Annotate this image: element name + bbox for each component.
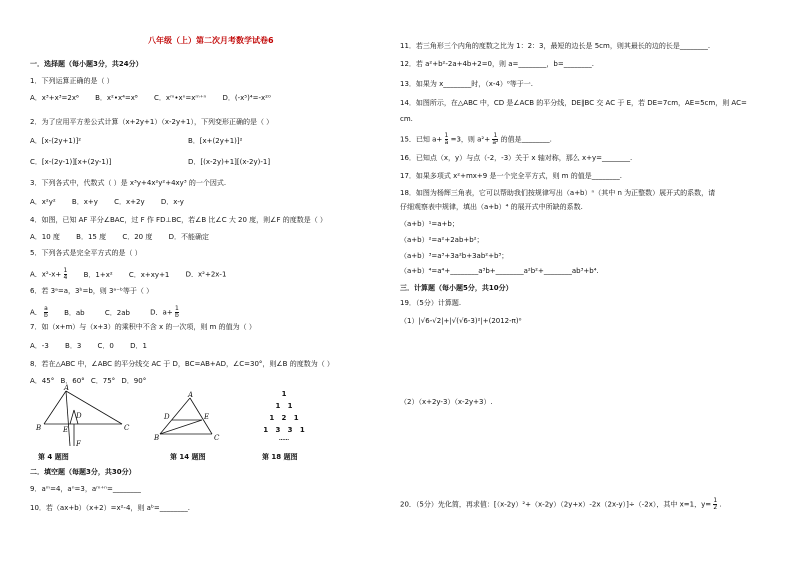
question-14: 14．如图所示，在△ABC 中，CD 是∠ACB 的平分线，DE∥BC 交 AC 于 E，若 DE=7cm，AE=5cm，则 AC= bbox=[400, 99, 747, 107]
question-19-part-2: （2）（x+2y-3）（x-2y+3）. bbox=[400, 398, 493, 406]
fraction: $\frac{1}{\text{a²}}$ bbox=[492, 132, 499, 146]
option-a: A． bbox=[30, 308, 42, 317]
page-title: 八年级（上）第二次月考数学试卷6 bbox=[148, 36, 274, 45]
question-4: 4．如图，已知 AF 平分∠BAC，过 F 作 FD⊥BC，若∠B 比∠C 大 20 度，则∠F 的度数是（ ） bbox=[30, 216, 327, 224]
question-13: 13．如果为 x________时，（x-4）⁰等于一. bbox=[400, 80, 533, 88]
question-1: 1．下列运算正确的是（ ） bbox=[30, 77, 114, 85]
option-c: C．75° bbox=[90, 377, 116, 385]
option-b: B．3 bbox=[65, 342, 82, 350]
question-12: 12．若 a²+b²-2a+4b+2=0，则 a=________，b=________. bbox=[400, 60, 594, 68]
question-20: 20．（5分）先化简，再求值：[（x-2y）²+（x-2y）（2y+x）-2x（2x-y）]÷（-2x），其中 x=1，y= $\frac{1}{2}$ . bbox=[400, 497, 722, 511]
q2-option-d: D．[(x-2y)+1][(x-2y)-1] bbox=[188, 158, 271, 166]
triangle-row: 1 1 bbox=[275, 402, 293, 410]
label-f: F bbox=[76, 440, 81, 448]
question-18-cont: 仔细观察表中规律，填出（a+b）⁴ 的展开式中所缺的系数. bbox=[400, 203, 583, 211]
question-14-cont: cm. bbox=[400, 115, 413, 123]
option-c: C．x+2y bbox=[114, 198, 145, 206]
figure-4-caption: 第 4 题图 bbox=[38, 453, 69, 461]
figure-18-diagram bbox=[256, 388, 312, 442]
option-d: D．90° bbox=[121, 377, 147, 385]
option-b: B．15 度 bbox=[76, 233, 107, 241]
triangle-row: …… bbox=[279, 436, 289, 442]
option-b: B．ab bbox=[64, 308, 85, 317]
fraction: $\frac{1}{b}$ bbox=[174, 305, 179, 319]
figure-14-caption: 第 14 题图 bbox=[170, 453, 206, 461]
question-3-options bbox=[30, 198, 198, 207]
option-c: C．x+xy+1 bbox=[128, 270, 170, 279]
question-18: 18．如图为杨辉三角表，它可以帮助我们按规律写出（a+b）ⁿ（其中 n 为正整数）展开式的系数，请 bbox=[400, 189, 716, 197]
expansion-2: （a+b）²=a²+2ab+b²； bbox=[400, 236, 484, 244]
figure-4-diagram bbox=[36, 384, 154, 448]
label-c: C bbox=[214, 434, 220, 442]
expansion-1: （a+b）¹=a+b； bbox=[400, 220, 459, 228]
option-d: D．(-x⁵)⁴=-x²⁰ bbox=[222, 94, 271, 102]
question-8-options bbox=[30, 377, 160, 386]
question-16: 16．已知点（x，y）与点（-2，-3）关于 x 轴对称，那么 x+y=________. bbox=[400, 154, 633, 162]
triangle-row: 1 3 3 1 bbox=[263, 426, 305, 434]
label-b: B bbox=[36, 424, 42, 432]
question-8: 8．若在△ABC 中，∠ABC 的平分线交 AC 于 D，BC=AB+AD，∠C=30°，则∠B 的度数为（ ） bbox=[30, 360, 334, 368]
question-19-part-1: （1）|√6-√2|+|√(√6-3)²|+(2012-π)⁰ bbox=[400, 317, 522, 325]
option-b: B．1+x² bbox=[83, 270, 113, 279]
expansion-3: （a+b）³=a³+3a²b+3ab²+b³； bbox=[400, 252, 509, 260]
question-2: 2．为了应用平方差公式计算（x+2y+1）（x-2y+1），下列变形正确的是（ ） bbox=[30, 118, 274, 126]
question-9: 9．aᵐ=4，aⁿ=3，aᵐ⁺ⁿ=________ bbox=[30, 485, 141, 493]
section-calc-heading: 三．计算题（每小题5分，共10分） bbox=[400, 284, 513, 292]
option-d: D．x²+2x-1 bbox=[185, 270, 227, 279]
option-d: D．不能确定 bbox=[168, 233, 209, 241]
option-b: B．60° bbox=[60, 377, 85, 385]
label-b: B bbox=[154, 434, 160, 442]
label-d: D bbox=[76, 412, 82, 420]
option-b: B．x²•x⁴=x⁸ bbox=[95, 94, 138, 102]
option-c: C．2ab bbox=[104, 308, 130, 317]
fraction: $\frac{1}{4}$ bbox=[63, 267, 68, 281]
option-a: A．10 度 bbox=[30, 233, 60, 241]
section-fill-heading: 二．填空题（每题3分，共30分） bbox=[30, 468, 136, 476]
option-a: A．x²-x+ bbox=[30, 270, 62, 279]
option-a: A．-3 bbox=[30, 342, 49, 350]
question-15: 15．已知 a+ $\frac{1}{a}$ =3，则 a²+ $\frac{1}{\text{a²}}$ 的值是________. bbox=[400, 132, 552, 146]
option-d: D．a+ bbox=[150, 308, 173, 317]
question-5: 5．下列各式是完全平方式的是（ ） bbox=[30, 249, 142, 257]
label-e: E bbox=[204, 413, 210, 421]
label-e: E bbox=[63, 426, 69, 434]
figure-14-diagram bbox=[154, 391, 224, 442]
option-a: A．x³+x³=2x⁶ bbox=[30, 94, 79, 102]
triangle-row: 1 2 1 bbox=[269, 414, 299, 422]
fraction: $\frac{1}{2}$ bbox=[713, 497, 718, 511]
question-11: 11．若三角形三个内角的度数之比为 1：2：3，最短的边长是 5cm，则其最长的边的长是________. bbox=[400, 42, 711, 50]
question-7: 7．如（x+m）与（x+3）的乘积中不含 x 的一次项，则 m 的值为（ ） bbox=[30, 323, 256, 331]
fraction: $\frac{a}{b}$ bbox=[44, 305, 48, 319]
q2-option-c: C．[x-(2y-1)][x+(2y-1)] bbox=[30, 158, 112, 166]
fraction: $\frac{1}{a}$ bbox=[444, 132, 449, 146]
question-1-options bbox=[30, 94, 285, 103]
option-a: A．45° bbox=[30, 377, 55, 385]
option-a: A．x²y² bbox=[30, 198, 56, 206]
option-d: D．x-y bbox=[160, 198, 184, 206]
triangle-row: 1 bbox=[281, 390, 287, 398]
question-17: 17．如果多项式 x²+mx+9 是一个完全平方式，则 m 的值是________. bbox=[400, 172, 622, 180]
label-a: A bbox=[64, 384, 70, 392]
q2-option-a: A．[x-(2y+1)]² bbox=[30, 137, 82, 145]
question-6: 6．若 3ᵃ=a，3ᵇ=b，则 3ᵃ⁻ᵇ等于（ ） bbox=[30, 287, 154, 295]
option-c: C．20 度 bbox=[122, 233, 153, 241]
question-3: 3．下列各式中，代数式（ ）是 x³y+4x²y²+4xy³ 的一个因式. bbox=[30, 179, 227, 187]
question-10: 10．若（ax+b）（x+2）=x²-4，则 aᵇ=________. bbox=[30, 504, 191, 512]
label-a: A bbox=[188, 391, 194, 399]
option-b: B．x+y bbox=[71, 198, 98, 206]
question-5-options bbox=[30, 268, 226, 281]
question-19: 19．（5分）计算题. bbox=[400, 299, 462, 307]
label-d: D bbox=[164, 413, 170, 421]
question-6-options bbox=[30, 306, 179, 319]
question-7-options bbox=[30, 342, 161, 351]
label-c: C bbox=[124, 424, 130, 432]
figure-18-caption: 第 18 题图 bbox=[262, 453, 298, 461]
option-c: C．xᵐ•xⁿ=xᵐ⁺ⁿ bbox=[153, 94, 207, 102]
expansion-4: （a+b）⁴=a⁴+________a³b+________a²b²+________ab³+b⁴. bbox=[400, 267, 599, 275]
option-d: D．1 bbox=[130, 342, 147, 350]
question-4-options bbox=[30, 233, 223, 242]
section-choice-heading: 一．选择题（每小题3分，共24分） bbox=[30, 60, 143, 68]
option-c: C．0 bbox=[97, 342, 114, 350]
q2-option-b: B．[x+(2y+1)]² bbox=[188, 137, 243, 145]
